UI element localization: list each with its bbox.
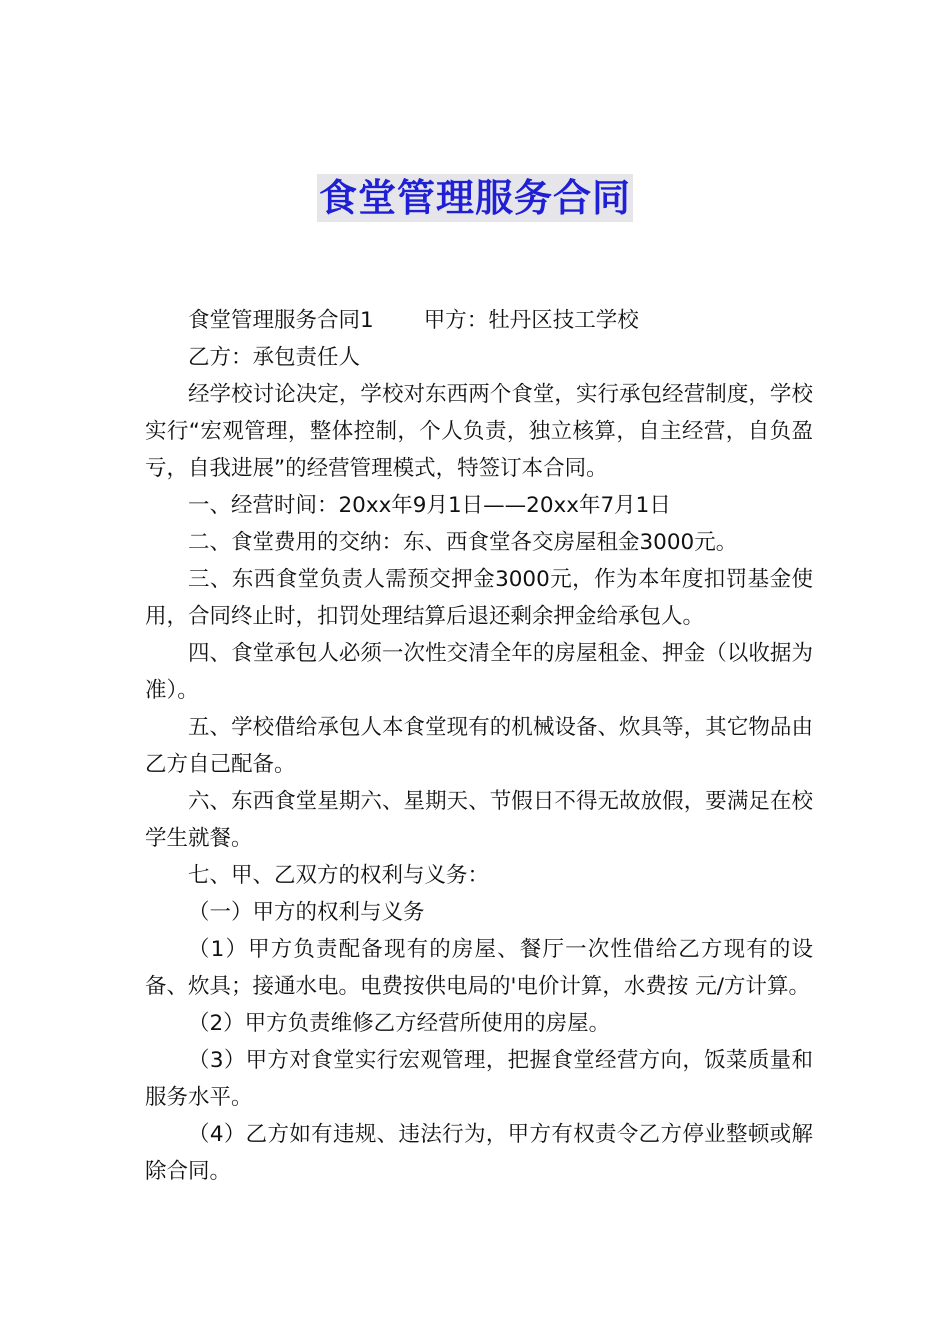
paragraph-clause-7: 七、甲、乙双方的权利与义务： bbox=[188, 863, 490, 888]
paragraph-clause-5: 五、学校借给承包人本食堂现有的机械设备、炊具等，其它物品由乙方自己配备。 bbox=[145, 715, 813, 777]
paragraph-item-1: （1）甲方负责配备现有的房屋、餐厅一次性借给乙方现有的设备、炊具；接通水电。电费按供电局的'电价计算，水费按 元/方计算。 bbox=[145, 937, 813, 999]
paragraph-clause-2: 二、食堂费用的交纳：东、西食堂各交房屋租金3000元。 bbox=[188, 530, 738, 555]
contract-subtitle: 食堂管理服务合同1 bbox=[188, 308, 374, 333]
party-a-line: 甲方：牡丹区技工学校 bbox=[423, 308, 639, 333]
title-wrapper bbox=[0, 174, 950, 222]
paragraph-subsection-1: （一）甲方的权利与义务 bbox=[188, 900, 425, 925]
paragraph-clause-1: 一、经营时间：20xx年9月1日——20xx年7月1日 bbox=[188, 493, 671, 518]
paragraph-item-2: （2）甲方负责维修乙方经营所使用的房屋。 bbox=[188, 1011, 611, 1036]
paragraph-heading-party-a bbox=[145, 302, 813, 339]
paragraph-item-4: （4）乙方如有违规、违法行为，甲方有权责令乙方停业整顿或解除合同。 bbox=[145, 1122, 813, 1184]
paragraph-clause-4: 四、食堂承包人必须一次性交清全年的房屋租金、押金（以收据为准）。 bbox=[145, 641, 813, 703]
paragraph-party-b: 乙方：承包责任人 bbox=[188, 345, 361, 370]
document-body bbox=[145, 302, 813, 1190]
paragraph-clause-6: 六、东西食堂星期六、星期天、节假日不得无故放假，要满足在校学生就餐。 bbox=[145, 789, 813, 851]
document-title: 食堂管理服务合同 bbox=[318, 176, 631, 220]
paragraph-intro: 经学校讨论决定，学校对东西两个食堂，实行承包经营制度，学校实行“宏观管理，整体控制，个人负责，独立核算，自主经营，自负盈亏，自我进展”的经营管理模式，特签订本合同。 bbox=[145, 382, 813, 481]
paragraph-clause-3: 三、东西食堂负责人需预交押金3000元，作为本年度扣罚基金使用，合同终止时，扣罚处理结算后退还剩余押金给承包人。 bbox=[145, 567, 813, 629]
paragraph-item-3: （3）甲方对食堂实行宏观管理，把握食堂经营方向，饭菜质量和服务水平。 bbox=[145, 1048, 813, 1110]
